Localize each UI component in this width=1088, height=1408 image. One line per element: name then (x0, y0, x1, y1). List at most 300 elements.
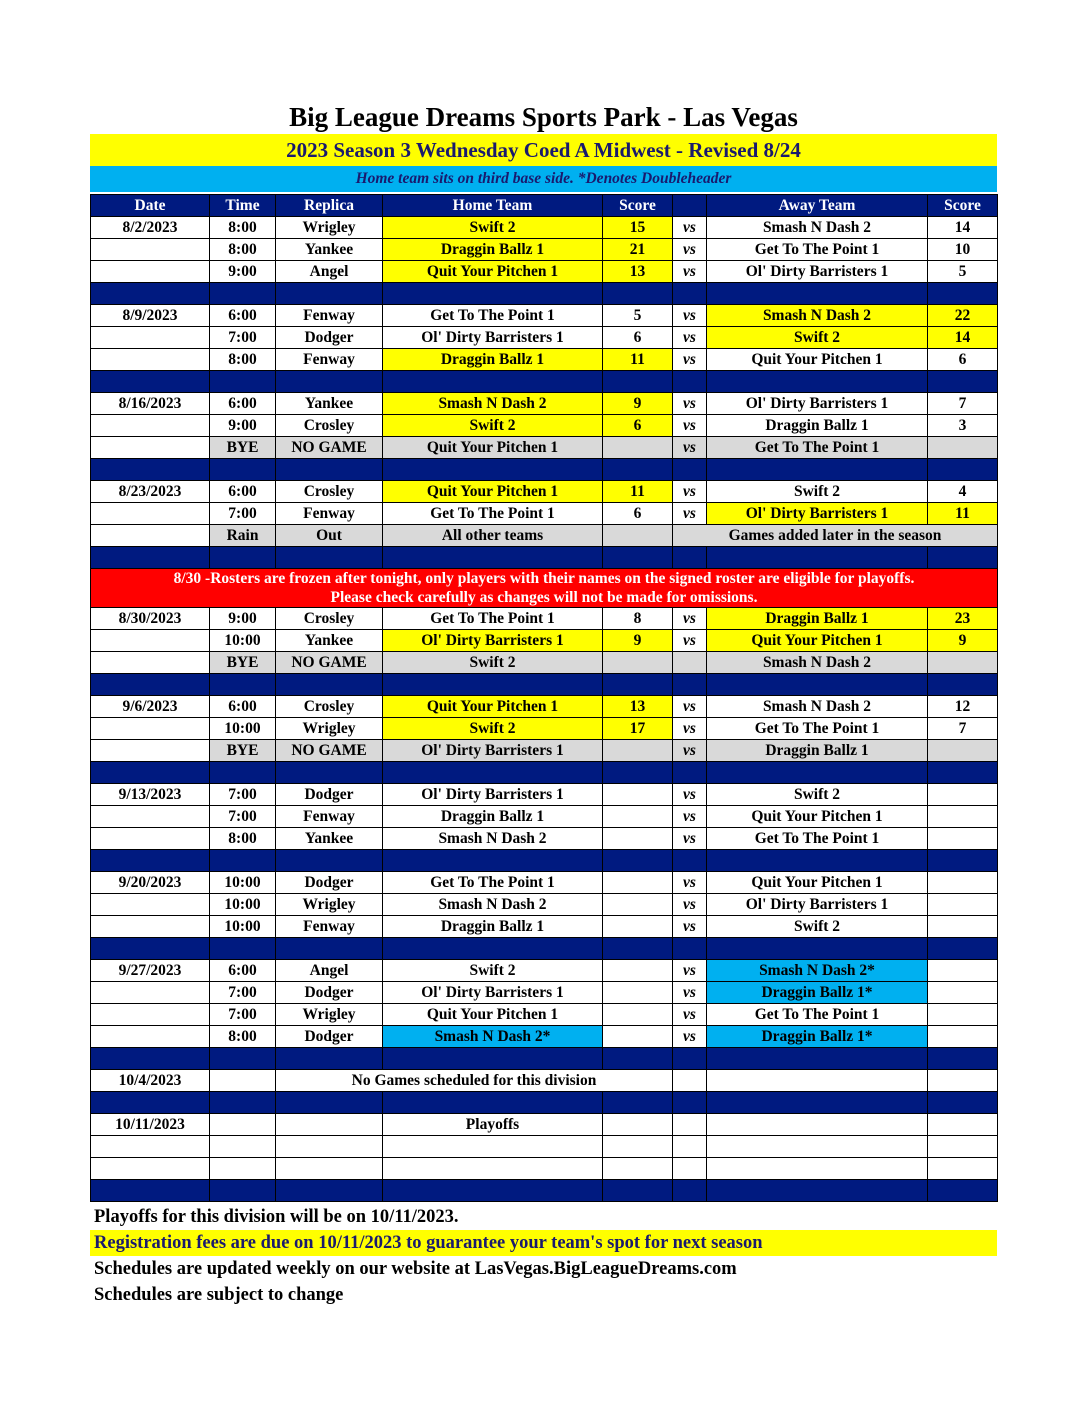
date-cell (91, 718, 210, 740)
away-team-cell: Quit Your Pitchen 1 (707, 806, 928, 828)
away-score-cell: 12 (928, 696, 998, 718)
game-row (91, 503, 998, 525)
away-score-cell (928, 960, 998, 982)
away-team-cell: Draggin Ballz 1 (707, 608, 928, 630)
separator-cell (383, 283, 603, 305)
home-score-cell: 21 (603, 239, 673, 261)
blank-cell (603, 1136, 673, 1158)
away-score-cell (928, 740, 998, 762)
home-team-cell: Smash N Dash 2 (383, 393, 603, 415)
separator-cell (91, 547, 210, 569)
vs-cell: vs (673, 239, 707, 261)
replica-cell: NO GAME (276, 740, 383, 762)
away-score-cell: 22 (928, 305, 998, 327)
separator-cell (276, 371, 383, 393)
separator-cell (707, 1180, 928, 1202)
season-subtitle: 2023 Season 3 Wednesday Coed A Midwest - Revised 8/24 (90, 134, 997, 166)
blank-cell (91, 1136, 210, 1158)
away-score-cell: 14 (928, 327, 998, 349)
page-title: Big League Dreams Sports Park - Las Vegas (289, 102, 798, 132)
separator-cell (707, 283, 928, 305)
separator-cell (603, 1048, 673, 1070)
away-team-cell: Swift 2 (707, 481, 928, 503)
separator-cell (707, 547, 928, 569)
separator-row (91, 371, 998, 393)
blank-cell (276, 1158, 383, 1180)
date-cell: 8/9/2023 (91, 305, 210, 327)
away-team-cell: Draggin Ballz 1* (707, 982, 928, 1004)
vs-cell: vs (673, 960, 707, 982)
separator-cell (383, 850, 603, 872)
replica-cell: Yankee (276, 239, 383, 261)
separator-cell (210, 1180, 276, 1202)
separator-row (91, 762, 998, 784)
footer-change-note: Schedules are subject to change (94, 1285, 344, 1305)
away-score-cell: 23 (928, 608, 998, 630)
bye-row (91, 437, 998, 459)
separator-cell (673, 283, 707, 305)
home-team-cell: Smash N Dash 2* (383, 1026, 603, 1048)
time-cell: BYE (210, 437, 276, 459)
date-cell (91, 982, 210, 1004)
separator-cell (707, 459, 928, 481)
separator-row (91, 1180, 998, 1202)
time-cell: 7:00 (210, 982, 276, 1004)
header-away-score: Score (928, 195, 998, 217)
away-team-cell: Swift 2 (707, 327, 928, 349)
home-team-cell: Swift 2 (383, 217, 603, 239)
separator-cell (91, 850, 210, 872)
separator-cell (673, 1048, 707, 1070)
date-cell (91, 740, 210, 762)
replica-cell: Dodger (276, 784, 383, 806)
home-score-cell (603, 784, 673, 806)
separator-cell (91, 1092, 210, 1114)
game-row (91, 217, 998, 239)
roster-notice-row (91, 569, 998, 608)
separator-cell (210, 283, 276, 305)
date-cell (91, 349, 210, 371)
separator-cell (91, 283, 210, 305)
vs-cell: vs (673, 437, 707, 459)
separator-row (91, 459, 998, 481)
separator-cell (603, 547, 673, 569)
replica-cell: Out (276, 525, 383, 547)
separator-cell (673, 850, 707, 872)
blank-cell (928, 1136, 998, 1158)
home-score-cell: 11 (603, 349, 673, 371)
separator-cell (928, 938, 998, 960)
separator-cell (928, 850, 998, 872)
roster-notice-line2: Please check carefully as changes will not be made for omissions. (330, 589, 758, 606)
vs-cell: vs (673, 608, 707, 630)
away-score-cell (928, 652, 998, 674)
date-cell: 8/16/2023 (91, 393, 210, 415)
separator-cell (928, 283, 998, 305)
away-team-cell: Draggin Ballz 1 (707, 740, 928, 762)
home-score-cell: 6 (603, 503, 673, 525)
home-team-cell: Draggin Ballz 1 (383, 916, 603, 938)
replica-cell: Yankee (276, 828, 383, 850)
away-score-cell (928, 982, 998, 1004)
date-cell: 9/13/2023 (91, 784, 210, 806)
separator-cell (707, 762, 928, 784)
away-score-cell (928, 828, 998, 850)
home-team-cell: Ol' Dirty Barristers 1 (383, 740, 603, 762)
home-team-cell: Ol' Dirty Barristers 1 (383, 630, 603, 652)
separator-cell (210, 1092, 276, 1114)
home-score-cell: 9 (603, 630, 673, 652)
separator-cell (707, 1092, 928, 1114)
separator-cell (707, 938, 928, 960)
separator-cell (91, 762, 210, 784)
header-date: Date (91, 195, 210, 217)
header-row (91, 195, 998, 217)
header-away-team: Away Team (707, 195, 928, 217)
away-team-cell: Smash N Dash 2 (707, 696, 928, 718)
separator-cell (383, 459, 603, 481)
separator-cell (91, 1048, 210, 1070)
home-score-cell: 13 (603, 696, 673, 718)
vs-cell (673, 1114, 707, 1136)
separator-cell (383, 938, 603, 960)
replica-cell: NO GAME (276, 437, 383, 459)
blank-cell (673, 1158, 707, 1180)
bye-row (91, 652, 998, 674)
separator-cell (603, 850, 673, 872)
vs-cell: vs (673, 327, 707, 349)
vs-cell: vs (673, 630, 707, 652)
game-row (91, 415, 998, 437)
vs-cell: vs (673, 806, 707, 828)
blank-cell (707, 1158, 928, 1180)
separator-cell (603, 1180, 673, 1202)
replica-cell: Crosley (276, 608, 383, 630)
separator-cell (383, 1048, 603, 1070)
separator-cell (673, 1180, 707, 1202)
separator-cell (928, 1180, 998, 1202)
blank-cell (210, 1136, 276, 1158)
time-cell: 8:00 (210, 217, 276, 239)
separator-cell (707, 1048, 928, 1070)
time-cell: BYE (210, 652, 276, 674)
replica-cell: Angel (276, 960, 383, 982)
footer-playoffs-note: Playoffs for this division will be on 10/11/2023. (94, 1207, 459, 1227)
blank-cell (276, 1136, 383, 1158)
separator-cell (276, 459, 383, 481)
vs-cell: vs (673, 784, 707, 806)
away-score-cell (928, 1070, 998, 1092)
time-cell (210, 1114, 276, 1136)
away-team-cell: Draggin Ballz 1 (707, 415, 928, 437)
home-team-note: Home team sits on third base side. *Denotes Doubleheader (90, 166, 997, 192)
away-team-cell: Draggin Ballz 1* (707, 1026, 928, 1048)
separator-cell (276, 762, 383, 784)
separator-cell (383, 1180, 603, 1202)
separator-cell (603, 762, 673, 784)
away-score-cell: 6 (928, 349, 998, 371)
separator-cell (210, 762, 276, 784)
away-score-cell: 7 (928, 718, 998, 740)
date-cell (91, 652, 210, 674)
home-score-cell: 8 (603, 608, 673, 630)
blank-cell (928, 1158, 998, 1180)
separator-row (91, 1092, 998, 1114)
game-row (91, 239, 998, 261)
home-team-cell: Ol' Dirty Barristers 1 (383, 982, 603, 1004)
game-row (91, 872, 998, 894)
home-score-cell (603, 982, 673, 1004)
replica-cell: Wrigley (276, 894, 383, 916)
home-team-cell: All other teams (383, 525, 603, 547)
date-cell: 10/11/2023 (91, 1114, 210, 1136)
separator-cell (210, 547, 276, 569)
replica-cell: Yankee (276, 630, 383, 652)
separator-row (91, 938, 998, 960)
separator-cell (673, 371, 707, 393)
separator-cell (928, 459, 998, 481)
vs-cell: vs (673, 740, 707, 762)
away-team-cell: Ol' Dirty Barristers 1 (707, 261, 928, 283)
home-score-cell: 13 (603, 261, 673, 283)
schedule-body (91, 217, 998, 1202)
away-team-cell: Swift 2 (707, 784, 928, 806)
away-team-cell: Ol' Dirty Barristers 1 (707, 894, 928, 916)
separator-cell (91, 674, 210, 696)
separator-cell (91, 371, 210, 393)
time-cell: 10:00 (210, 872, 276, 894)
vs-cell: vs (673, 503, 707, 525)
home-score-cell (603, 1114, 673, 1136)
separator-row (91, 283, 998, 305)
header-replica: Replica (276, 195, 383, 217)
time-cell: 7:00 (210, 327, 276, 349)
date-cell (91, 828, 210, 850)
time-cell: 8:00 (210, 239, 276, 261)
separator-cell (276, 674, 383, 696)
away-score-cell: 4 (928, 481, 998, 503)
home-score-cell (603, 1026, 673, 1048)
vs-cell: vs (673, 1026, 707, 1048)
replica-cell: Crosley (276, 415, 383, 437)
game-row (91, 696, 998, 718)
separator-cell (928, 547, 998, 569)
header-vs (673, 195, 707, 217)
footer-website-note: Schedules are updated weekly on our website at LasVegas.BigLeagueDreams.com (94, 1259, 737, 1279)
separator-cell (383, 762, 603, 784)
time-cell: 9:00 (210, 261, 276, 283)
date-cell (91, 1026, 210, 1048)
separator-cell (603, 1092, 673, 1114)
game-row (91, 630, 998, 652)
separator-cell (707, 674, 928, 696)
rain-out-row (91, 525, 998, 547)
home-team-cell: Quit Your Pitchen 1 (383, 696, 603, 718)
separator-cell (91, 459, 210, 481)
separator-cell (276, 1092, 383, 1114)
separator-cell (603, 938, 673, 960)
separator-row (91, 674, 998, 696)
game-row (91, 806, 998, 828)
away-score-cell (928, 894, 998, 916)
home-score-cell: 5 (603, 305, 673, 327)
separator-cell (91, 938, 210, 960)
date-cell (91, 806, 210, 828)
away-score-cell: 5 (928, 261, 998, 283)
date-cell: 8/30/2023 (91, 608, 210, 630)
blank-cell (383, 1158, 603, 1180)
date-cell: 9/27/2023 (91, 960, 210, 982)
vs-cell: vs (673, 982, 707, 1004)
home-team-cell: Ol' Dirty Barristers 1 (383, 327, 603, 349)
away-team-cell: Smash N Dash 2 (707, 305, 928, 327)
separator-cell (210, 371, 276, 393)
separator-row (91, 547, 998, 569)
game-row (91, 305, 998, 327)
date-cell (91, 525, 210, 547)
home-score-cell (603, 740, 673, 762)
time-cell: 6:00 (210, 960, 276, 982)
home-team-cell: Smash N Dash 2 (383, 894, 603, 916)
home-score-cell (603, 652, 673, 674)
replica-cell: Wrigley (276, 718, 383, 740)
time-cell: 9:00 (210, 415, 276, 437)
vs-cell: vs (673, 415, 707, 437)
game-row (91, 828, 998, 850)
date-cell: 9/6/2023 (91, 696, 210, 718)
away-score-cell (928, 784, 998, 806)
time-cell: 7:00 (210, 503, 276, 525)
replica-cell: NO GAME (276, 652, 383, 674)
home-team-cell: Ol' Dirty Barristers 1 (383, 784, 603, 806)
time-cell: 6:00 (210, 696, 276, 718)
separator-cell (673, 459, 707, 481)
game-row (91, 1004, 998, 1026)
replica-cell: Angel (276, 261, 383, 283)
date-cell: 10/4/2023 (91, 1070, 210, 1092)
away-score-cell (928, 437, 998, 459)
date-cell (91, 437, 210, 459)
vs-cell: vs (673, 217, 707, 239)
away-score-cell: 14 (928, 217, 998, 239)
separator-cell (383, 371, 603, 393)
vs-cell (673, 652, 707, 674)
separator-cell (383, 547, 603, 569)
vs-cell: vs (673, 894, 707, 916)
separator-cell (928, 762, 998, 784)
game-row (91, 261, 998, 283)
separator-row (91, 850, 998, 872)
away-score-cell: 7 (928, 393, 998, 415)
time-cell: 6:00 (210, 305, 276, 327)
time-cell: 10:00 (210, 894, 276, 916)
game-row (91, 894, 998, 916)
game-row (91, 608, 998, 630)
vs-cell: vs (673, 481, 707, 503)
date-cell (91, 327, 210, 349)
game-row (91, 916, 998, 938)
home-score-cell (603, 525, 673, 547)
vs-cell: vs (673, 1004, 707, 1026)
away-team-cell: Quit Your Pitchen 1 (707, 630, 928, 652)
home-team-cell: Quit Your Pitchen 1 (383, 437, 603, 459)
vs-cell: vs (673, 828, 707, 850)
time-cell: 7:00 (210, 806, 276, 828)
replica-cell: Yankee (276, 393, 383, 415)
replica-cell: Fenway (276, 503, 383, 525)
separator-cell (928, 1048, 998, 1070)
game-row (91, 1026, 998, 1048)
separator-cell (603, 371, 673, 393)
date-cell: 8/2/2023 (91, 217, 210, 239)
blank-row (91, 1136, 998, 1158)
time-cell: 7:00 (210, 1004, 276, 1026)
away-team-cell: Swift 2 (707, 916, 928, 938)
date-cell (91, 894, 210, 916)
separator-cell (673, 762, 707, 784)
separator-cell (673, 938, 707, 960)
time-cell: 6:00 (210, 393, 276, 415)
away-team-cell: Smash N Dash 2* (707, 960, 928, 982)
vs-cell: vs (673, 696, 707, 718)
home-team-cell: Draggin Ballz 1 (383, 239, 603, 261)
date-cell (91, 630, 210, 652)
home-team-cell: Draggin Ballz 1 (383, 806, 603, 828)
separator-cell (673, 1092, 707, 1114)
replica-cell: Fenway (276, 349, 383, 371)
date-cell (91, 415, 210, 437)
home-score-cell: 11 (603, 481, 673, 503)
replica-cell: Dodger (276, 982, 383, 1004)
vs-cell: vs (673, 393, 707, 415)
schedule-table (90, 194, 998, 1202)
blank-cell (707, 1136, 928, 1158)
separator-cell (276, 1180, 383, 1202)
away-team-cell: Ol' Dirty Barristers 1 (707, 503, 928, 525)
separator-cell (210, 1048, 276, 1070)
home-score-cell: 15 (603, 217, 673, 239)
away-score-cell: 11 (928, 503, 998, 525)
game-row (91, 960, 998, 982)
playoffs-row (91, 1114, 998, 1136)
separator-cell (673, 674, 707, 696)
replica-cell: Dodger (276, 327, 383, 349)
separator-cell (928, 1092, 998, 1114)
bye-row (91, 740, 998, 762)
date-cell (91, 503, 210, 525)
time-cell: 10:00 (210, 718, 276, 740)
separator-cell (276, 1048, 383, 1070)
vs-cell: vs (673, 349, 707, 371)
away-score-cell: 3 (928, 415, 998, 437)
home-score-cell (603, 872, 673, 894)
replica-cell: Crosley (276, 481, 383, 503)
home-team-cell: Swift 2 (383, 960, 603, 982)
away-team-cell: Get To The Point 1 (707, 239, 928, 261)
replica-cell: Dodger (276, 1026, 383, 1048)
vs-cell: vs (673, 916, 707, 938)
separator-row (91, 1048, 998, 1070)
no-games-row (91, 1070, 998, 1092)
away-team-cell: Smash N Dash 2 (707, 217, 928, 239)
game-row (91, 349, 998, 371)
home-team-cell: Get To The Point 1 (383, 872, 603, 894)
vs-cell: vs (673, 872, 707, 894)
away-team-cell: Get To The Point 1 (707, 437, 928, 459)
home-score-cell (603, 1004, 673, 1026)
game-row (91, 481, 998, 503)
replica-cell: Fenway (276, 806, 383, 828)
